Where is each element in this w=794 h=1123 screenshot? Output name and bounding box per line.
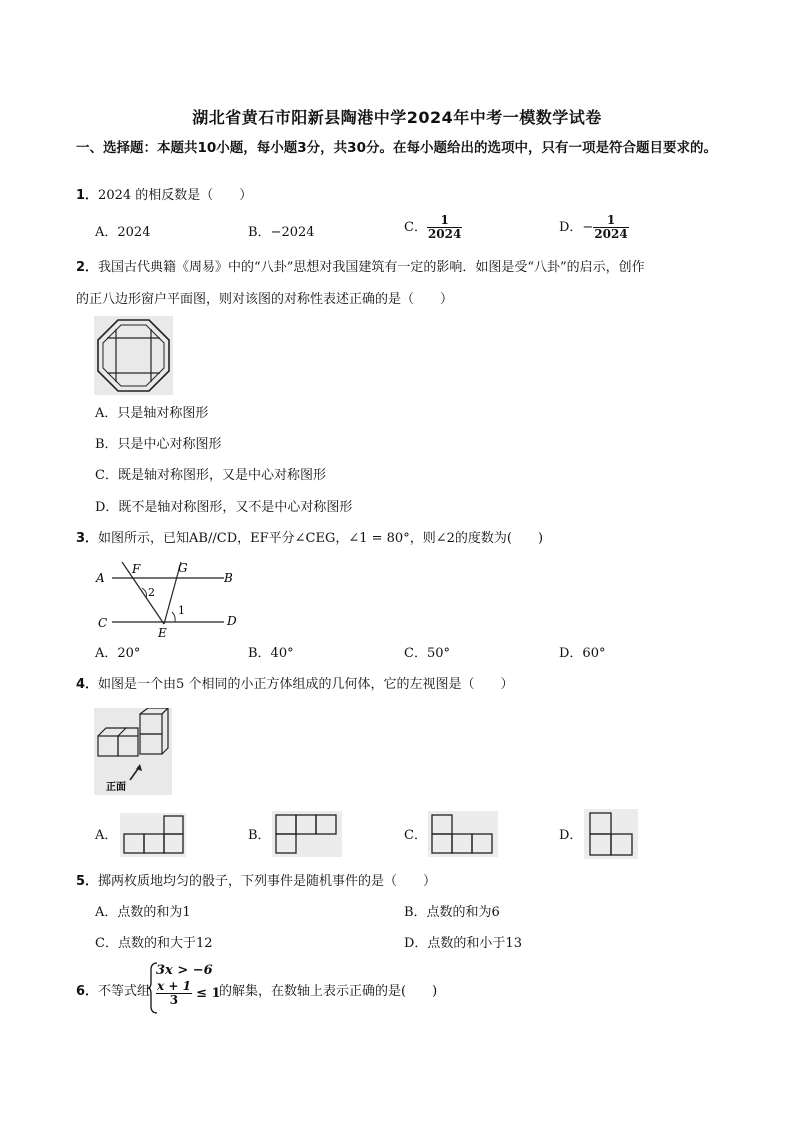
option-label: C．: [404, 220, 427, 235]
fraction: [427, 214, 462, 241]
line-ef: [122, 562, 164, 624]
q1-option-c: [404, 214, 462, 241]
parallel-lines-figure: [92, 558, 242, 640]
q2-option-c: C．既是轴对称图形，又是中心对称图形: [95, 468, 326, 483]
q4-option-c-figure: [428, 811, 498, 857]
angle-1-arc: [172, 612, 175, 622]
question-text-line-1: 我国古代典籍《周易》中的“八卦”思想对我国建筑有一定的影响．如图是受“八卦”的启示，创作: [98, 260, 645, 275]
q3-option-c: C．50°: [404, 646, 450, 661]
q3-option-d: D．60°: [559, 646, 606, 661]
question-number: 3．: [76, 531, 99, 546]
section-heading: 一、选择题：本题共10小题，每小题3分，共30分。在每小题给出的选项中，只有一项是符合题目要求的。: [76, 140, 717, 156]
cube-solid-drawing: [94, 708, 172, 795]
option-label: D．−: [559, 220, 594, 235]
q1-option-a: A．2024: [95, 225, 151, 240]
q5-option-a: A．点数的和为1: [95, 905, 191, 920]
fraction: [156, 980, 192, 1007]
q3-option-a: A．20°: [95, 646, 141, 661]
question-number: 6．: [76, 984, 99, 999]
label-b: B: [224, 571, 233, 585]
view-drawing-a: [120, 813, 186, 857]
question-number: 5．: [76, 874, 99, 889]
q5-option-b: B．点数的和为6: [404, 905, 500, 920]
q4-option-d-figure: [584, 809, 638, 859]
view-drawing-c: [428, 811, 498, 857]
q2-option-b: B．只是中心对称图形: [95, 437, 222, 452]
fraction: [593, 214, 628, 241]
q2-option-d: D．既不是轴对称图形，又不是中心对称图形: [95, 500, 353, 515]
question-3: [76, 529, 726, 549]
q4-option-b-label: B．: [248, 828, 271, 843]
q3-option-b: B．40°: [248, 646, 294, 661]
q1-option-d: [559, 214, 629, 241]
question-6-text-suffix: 的解集，在数轴上表示正确的是( ): [219, 984, 438, 999]
question-text: 掷两枚质地均匀的骰子，下列事件是随机事件的是（ ）: [98, 874, 437, 889]
question-number: 4．: [76, 677, 99, 692]
q1-option-b: B．−2024: [248, 225, 315, 240]
question-2: [76, 258, 726, 278]
view-drawing-d: [584, 809, 638, 859]
question-2-line-2: 的正八边形窗户平面图，则对该图的对称性表述正确的是（ ）: [76, 292, 454, 307]
q5-option-d: D．点数的和小于13: [404, 936, 522, 951]
inequality-2-relation: ≤ 1: [196, 986, 221, 1001]
label-f: F: [132, 562, 141, 576]
q4-option-a-label: A．: [95, 828, 118, 843]
label-e: E: [158, 626, 167, 640]
q4-option-b-figure: [272, 811, 342, 857]
label-angle-2: 2: [148, 586, 155, 599]
inequality-1: 3x > −6: [156, 963, 213, 978]
question-1: [76, 186, 726, 206]
numerator: x + 1: [157, 979, 191, 993]
denominator: 2024: [427, 227, 462, 241]
denominator: 2024: [594, 227, 628, 241]
octagon-window-figure: [94, 316, 173, 395]
label-g: G: [178, 561, 188, 575]
q4-option-c-label: C．: [404, 828, 427, 843]
label-d: D: [227, 614, 237, 628]
question-text: 如图所示，已知AB//CD，EF平分∠CEG，∠1 = 80°，则∠2的度数为( ): [98, 531, 544, 546]
q5-option-c: C．点数的和大于12: [95, 936, 213, 951]
question-5: [76, 872, 726, 892]
numerator: 1: [593, 214, 628, 228]
question-text: 2024 的相反数是（ ）: [98, 188, 253, 203]
label-c: C: [98, 616, 108, 630]
front-view-label: 正面: [106, 782, 126, 793]
q2-option-a: A．只是轴对称图形: [95, 406, 209, 421]
question-text: 如图是一个由5 个相同的小正方体组成的几何体，它的左视图是（ ）: [98, 677, 514, 692]
question-text-prefix: 不等式组: [98, 984, 151, 999]
question-number: 1．: [76, 188, 99, 203]
question-4: [76, 675, 726, 695]
denominator: 3: [169, 993, 179, 1007]
inequality-2: [156, 980, 221, 1007]
q4-option-d-label: D．: [559, 828, 583, 843]
cube-solid-figure: [94, 708, 172, 795]
question-number: 2．: [76, 260, 99, 275]
numerator: 1: [427, 214, 462, 228]
label-a: A: [96, 571, 105, 585]
octagon-window-drawing: [94, 316, 173, 395]
q4-option-a-figure: [120, 813, 186, 857]
label-angle-1: 1: [178, 604, 185, 617]
exam-title: 湖北省黄石市阳新县陶港中学2024年中考一模数学试卷: [192, 108, 602, 127]
view-drawing-b: [272, 811, 342, 857]
inequality-system: [156, 963, 221, 1007]
